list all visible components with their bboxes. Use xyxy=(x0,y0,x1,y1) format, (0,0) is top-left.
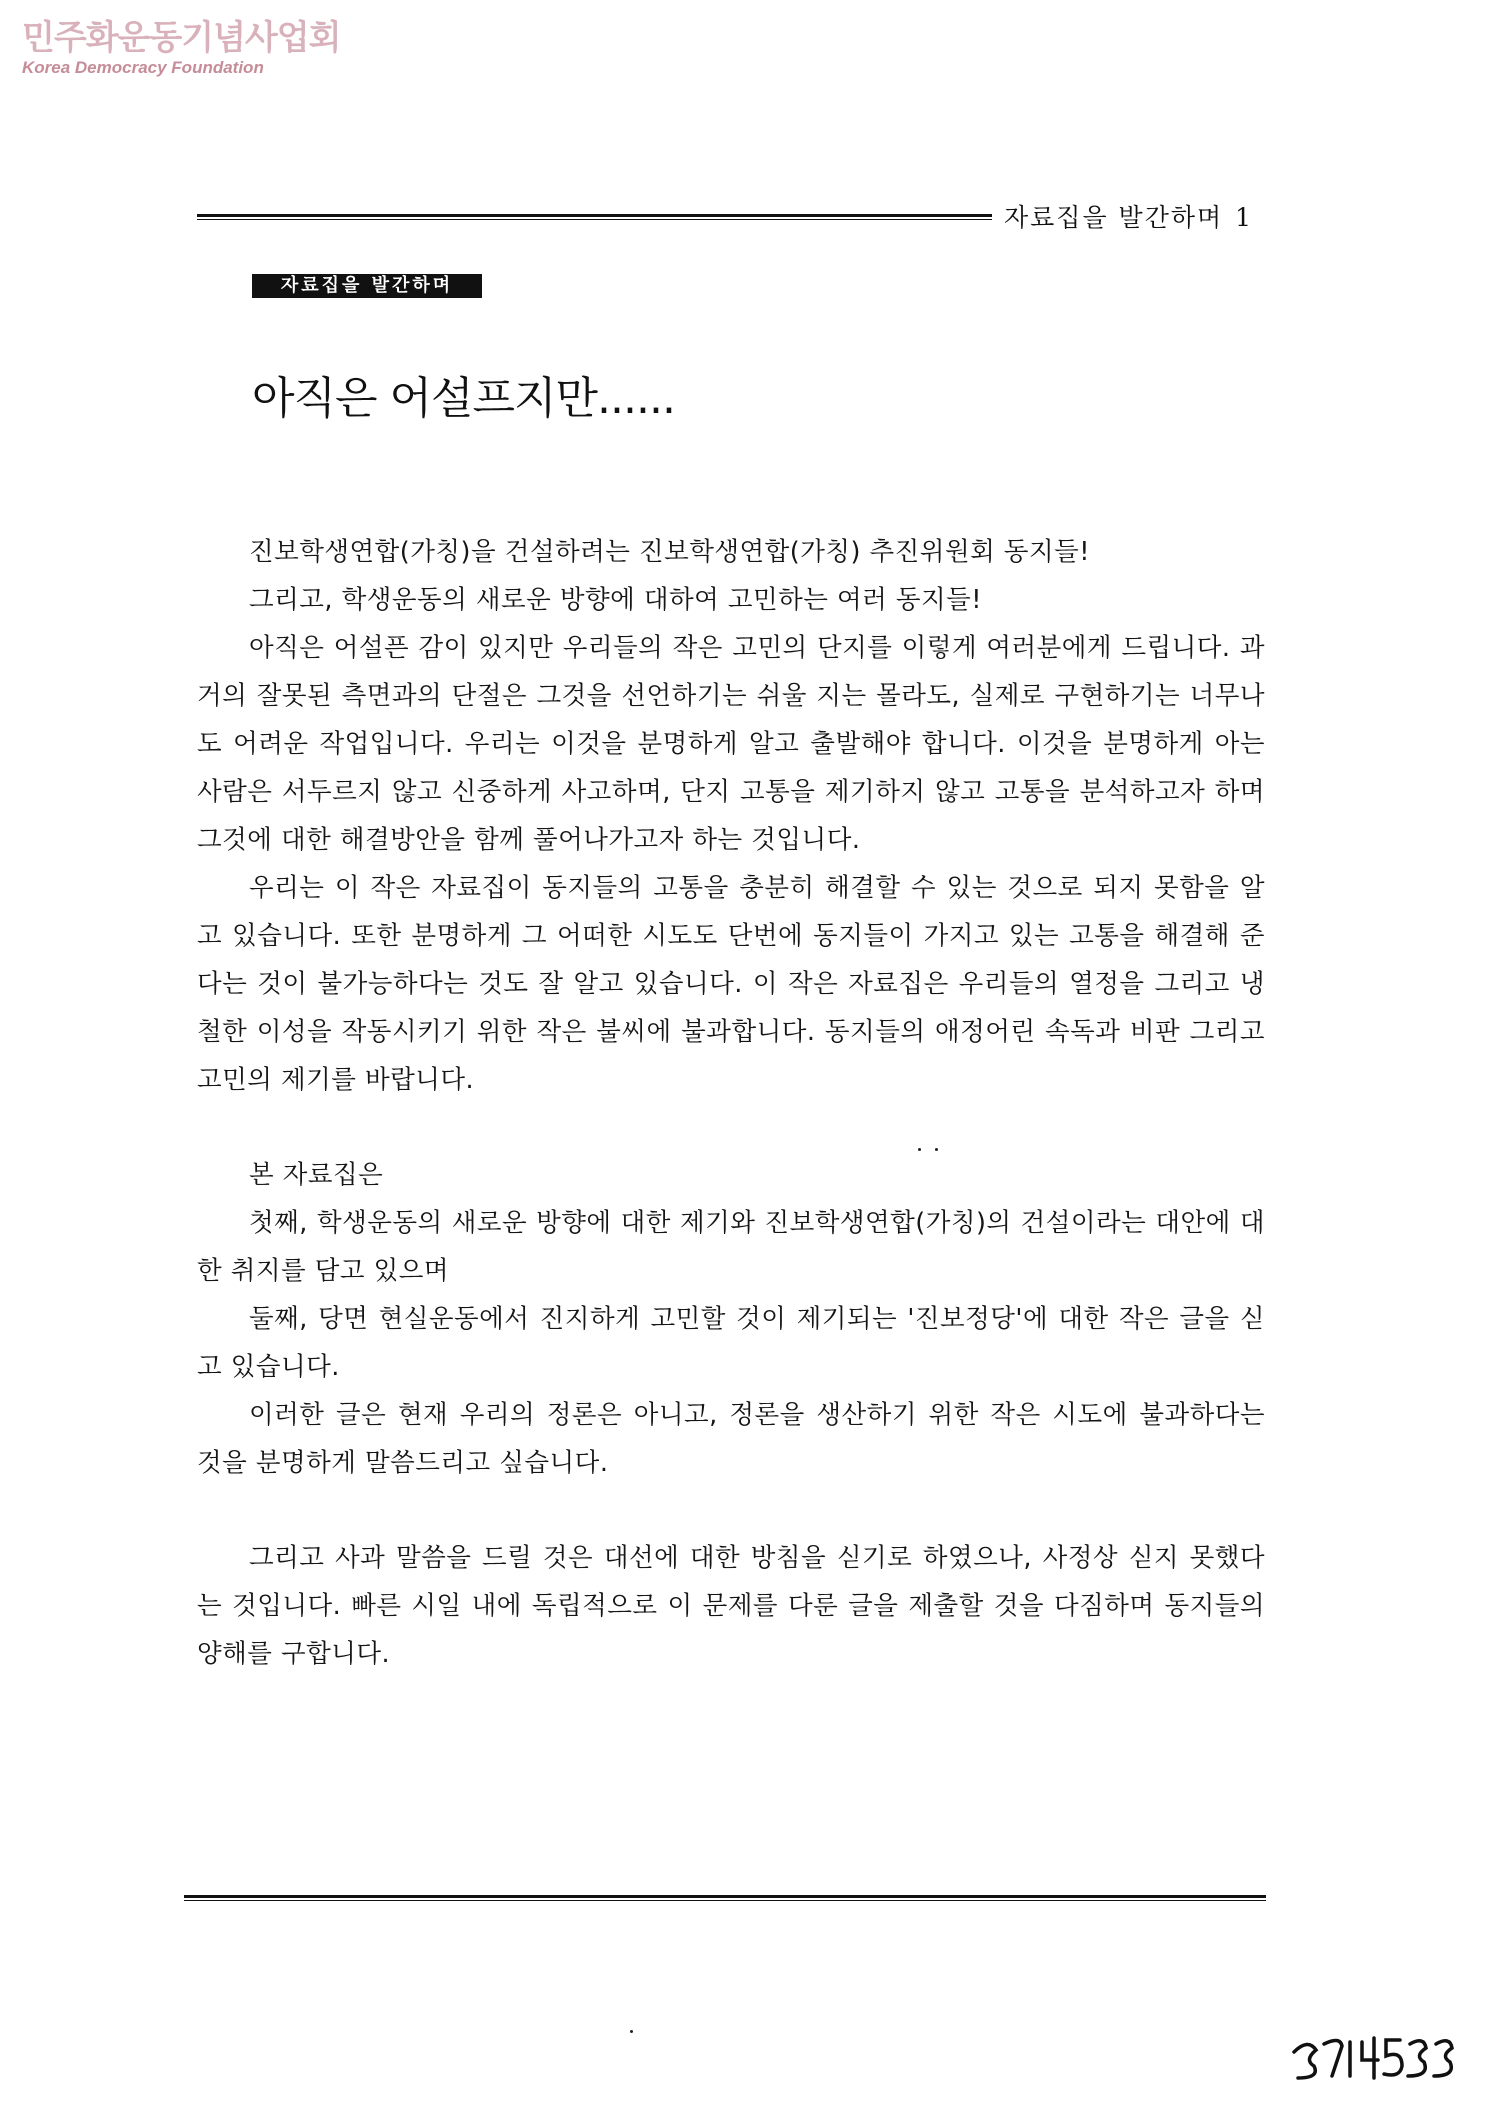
watermark-english: Korea Democracy Foundation xyxy=(22,58,264,77)
paragraph: 그리고, 학생운동의 새로운 방향에 대하여 고민하는 여러 동지들! xyxy=(249,585,983,615)
paragraph: 본 자료집은 xyxy=(249,1160,384,1190)
header-rule xyxy=(197,214,992,220)
section-label: 자료집을 발간하며 xyxy=(252,274,482,298)
paragraph: 진보학생연합(가칭)을 건설하려는 진보학생연합(가칭) 추진위원회 동지들! xyxy=(249,537,1090,567)
page-number: 1 xyxy=(1235,203,1254,232)
running-header xyxy=(1004,198,1253,234)
paragraph: 첫째, 학생운동의 새로운 방향에 대한 제기와 진보학생연합(가칭)의 건설이라는 대안에 대한 취지를 담고 있으며 xyxy=(197,1208,1265,1286)
scan-speck xyxy=(630,2030,633,2033)
watermark-korean: 민주화운동기념사업회 xyxy=(22,18,341,58)
handwritten-note xyxy=(1290,2030,1460,2090)
scan-speck xyxy=(935,1148,938,1151)
paragraph: 이러한 글은 현재 우리의 정론은 아니고, 정론을 생산하기 위한 작은 시도에 불과하다는 것을 분명하게 말씀드리고 싶습니다. xyxy=(197,1400,1265,1478)
foundation-watermark xyxy=(22,18,340,78)
paragraph: 그리고 사과 말씀을 드릴 것은 대선에 대한 방침을 싣기로 하였으나, 사정상 싣지 못했다는 것입니다. 빠른 시일 내에 독립적으로 이 문제를 다룬 글을 제출할 것을 다짐하며 동지들의 양해를 구합니다. xyxy=(197,1543,1265,1669)
body-text xyxy=(197,528,1265,1678)
paragraph: 아직은 어설픈 감이 있지만 우리들의 작은 고민의 단지를 이렇게 여러분에게 드립니다. 과거의 잘못된 측면과의 단절은 그것을 선언하기는 쉬울 지는 몰라도, 실제로 구현하기는 너무나도 어려운 작업입니다. 우리는 이것을 분명하게 알고 출발해야 합니다. 이것을 분명하게 아는 사람은 서두르지 않고 신중하게 사고하며, 단지 고통을 제기하지 않고 고통을 분석하고자 하며 그것에 대한 해결방안을 함께 풀어나가고자 하는 것입니다. xyxy=(197,633,1265,855)
page-title: 아직은 어설프지만...... xyxy=(252,373,675,424)
scan-speck xyxy=(918,1148,921,1151)
running-title: 자료집을 발간하며 xyxy=(1004,203,1224,232)
paragraph: 둘째, 당면 현실운동에서 진지하게 고민할 것이 제기되는 '진보정당'에 대한 작은 글을 싣고 있습니다. xyxy=(197,1304,1265,1382)
paragraph: 우리는 이 작은 자료집이 동지들의 고통을 충분히 해결할 수 있는 것으로 되지 못함을 알고 있습니다. 또한 분명하게 그 어떠한 시도도 단번에 동지들이 가지고 있는 고통을 해결해 준다는 것이 불가능하다는 것도 잘 알고 있습니다. 이 작은 자료집은 우리들의 열정을 그리고 냉철한 이성을 작동시키기 위한 작은 불씨에 불과합니다. 동지들의 애정어린 속독과 비판 그리고 고민의 제기를 바랍니다. xyxy=(197,873,1265,1095)
footer-rule xyxy=(184,1895,1266,1901)
